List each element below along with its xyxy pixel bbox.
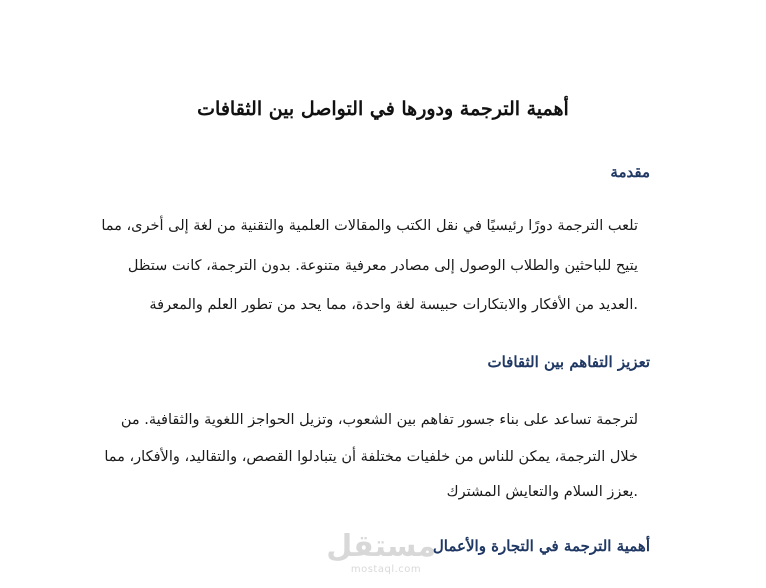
paragraph-line: تلعب الترجمة دورًا رئيسيًا في نقل الكتب والمقالات العلمية والتقنية من لغة إلى أخرى، مما	[101, 218, 638, 234]
paragraph-line: .يعزز السلام والتعايش المشترك	[446, 484, 638, 500]
paragraph-line: خلال الترجمة، يمكن للناس من خلفيات مختلفة أن يتبادلوا القصص، والتقاليد، والأفكار، مما	[104, 449, 638, 465]
section-heading-trade-business: أهمية الترجمة في التجارة والأعمال	[432, 537, 650, 555]
document-title: أهمية الترجمة ودورها في التواصل بين الثقافات	[197, 98, 569, 120]
paragraph-line: يتيح للباحثين والطلاب الوصول إلى مصادر معرفية متنوعة. بدون الترجمة، كانت ستظل	[127, 258, 638, 274]
mostaql-watermark	[326, 529, 436, 582]
paragraph-cultural-understanding	[78, 412, 638, 512]
paragraph-introduction	[98, 218, 638, 328]
watermark-logo: مستقل	[326, 529, 436, 564]
section-heading-cultural-understanding: تعزيز التفاهم بين الثقافات	[487, 353, 650, 371]
paragraph-line: .العديد من الأفكار والابتكارات حبيسة لغة واحدة، مما يحد من تطور العلم والمعرفة	[149, 297, 638, 313]
paragraph-line: لترجمة تساعد على بناء جسور تفاهم بين الشعوب، وتزيل الحواجز اللغوية والثقافية. من	[120, 412, 638, 428]
section-heading-introduction: مقدمة	[610, 163, 650, 181]
watermark-domain: mostaql.com	[350, 564, 422, 575]
